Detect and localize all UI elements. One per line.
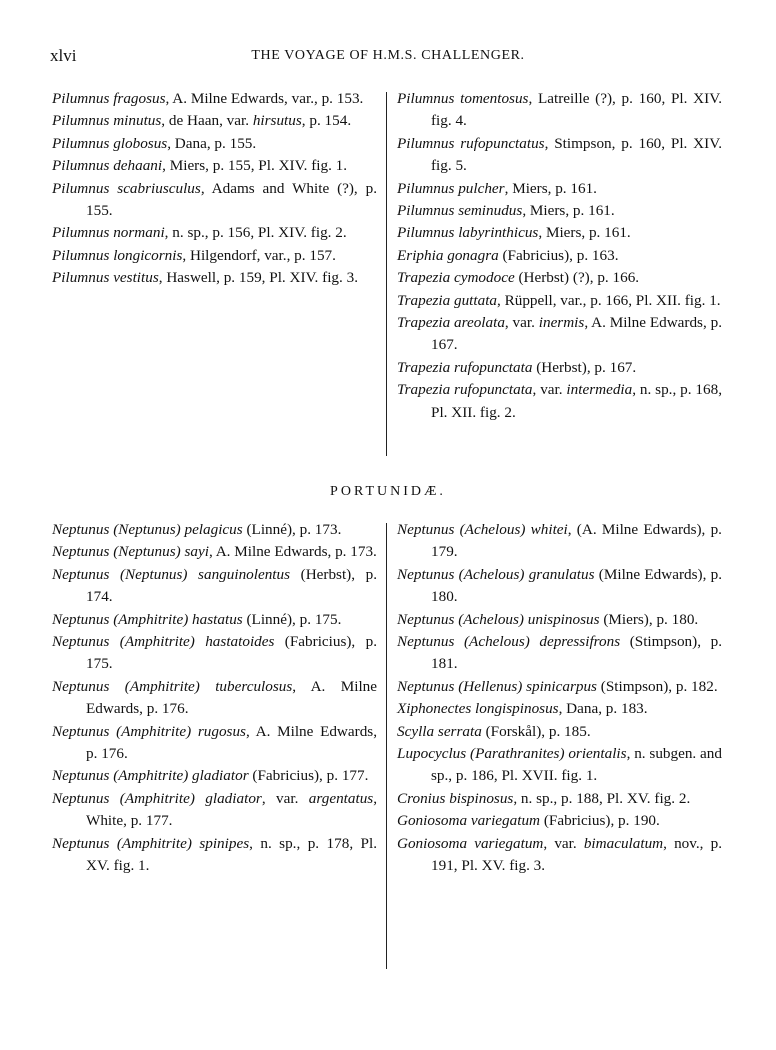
right-column — [397, 519, 722, 878]
species-name: seminudus — [458, 202, 523, 220]
entry-reference: , n. sp., p. 156, Pl. XIV. fig. 2. — [164, 224, 347, 242]
genus-name: Trapezia — [397, 269, 451, 287]
species-name: (Amphitrite) tuberculosus — [124, 677, 293, 695]
entry-reference: , A. Milne Edwards, p. 176. — [86, 722, 378, 763]
index-entry — [397, 222, 722, 244]
variety-name: bimaculatum — [583, 834, 664, 852]
entry-reference: , var. — [504, 314, 539, 332]
index-entry — [52, 564, 377, 609]
index-entry — [397, 312, 722, 357]
index-entry — [397, 788, 722, 810]
entry-reference: , Miers, p. 155, Pl. XIV. fig. 1. — [162, 157, 348, 175]
genus-name: Pilumnus — [52, 269, 110, 287]
index-entry — [397, 676, 722, 698]
entry-reference: (Stimpson), p. 181. — [431, 633, 722, 673]
entry-reference: (Herbst), p. 167. — [532, 358, 637, 376]
index-entry — [397, 290, 722, 312]
species-name: (Neptunus) sayi — [113, 543, 209, 561]
species-name: pulcher — [458, 179, 505, 197]
genus-name: Pilumnus — [397, 90, 455, 107]
index-entry — [397, 698, 722, 720]
index-entry — [397, 267, 722, 289]
genus-name: Neptunus — [52, 834, 110, 852]
genus-name: Neptunus — [52, 789, 110, 807]
index-entry — [52, 721, 377, 766]
species-name: rufopunctatus — [460, 134, 545, 152]
column-divider — [386, 92, 387, 456]
index-entry — [397, 88, 722, 133]
index-entry — [52, 631, 377, 676]
entry-reference: (Herbst) (?), p. 166. — [514, 269, 640, 287]
entry-reference: , (A. Milne Edwards), p. 179. — [431, 521, 722, 561]
entry-reference: (Linné), p. 173. — [242, 521, 342, 538]
genus-name: Neptunus — [397, 565, 455, 583]
genus-name: Pilumnus — [52, 134, 110, 152]
genus-name: Pilumnus — [52, 246, 110, 264]
entry-reference: , de Haan, var. — [161, 112, 253, 130]
left-column — [52, 88, 377, 290]
running-title: THE VOYAGE OF H.M.S. CHALLENGER. — [251, 48, 525, 63]
entry-reference-continued: , White, p. 177. — [86, 789, 377, 830]
species-name: fragosus — [113, 90, 166, 107]
genus-name: Pilumnus — [52, 224, 110, 242]
species-name: normani — [113, 224, 165, 242]
entry-reference: (Fabricius), p. 177. — [248, 767, 369, 785]
species-name: (Achelous) granulatus — [458, 565, 595, 583]
entry-reference: , Rüppell, var., p. 166, Pl. XII. fig. 1. — [497, 291, 721, 309]
entry-reference: , n. sp., p. 178, Pl. XV. fig. 1. — [86, 834, 378, 875]
index-entry — [397, 631, 722, 676]
genus-name: Goniosoma — [397, 834, 468, 852]
index-entry — [397, 609, 722, 631]
genus-name: Neptunus — [397, 610, 455, 628]
species-name: labyrinthicus — [458, 224, 539, 242]
index-entry — [52, 609, 377, 631]
entry-reference: , Dana, p. 155. — [167, 134, 257, 152]
genus-name: Pilumnus — [52, 112, 110, 130]
genus-name: Pilumnus — [397, 224, 455, 242]
entry-reference: (Herbst), p. 174. — [86, 565, 378, 606]
entry-reference: , var. — [543, 834, 584, 852]
genus-name: Pilumnus — [52, 179, 110, 197]
genus-name: Goniosoma — [397, 812, 468, 830]
index-entry — [52, 133, 377, 155]
genus-name: Neptunus — [52, 565, 110, 583]
index-entry — [52, 155, 377, 177]
genus-name: Neptunus — [52, 722, 110, 740]
species-name: variegatum — [470, 812, 541, 830]
species-name: tomentosus — [460, 90, 529, 107]
index-entry — [52, 788, 377, 833]
index-entry — [52, 245, 377, 267]
genus-name: Neptunus — [397, 521, 455, 538]
species-name: (Amphitrite) spinipes — [116, 834, 250, 852]
species-name: scabriusculus — [117, 179, 201, 197]
index-entry — [52, 110, 377, 132]
species-name: cymodoce — [453, 269, 515, 287]
species-name: areolata — [454, 314, 505, 332]
index-entry — [52, 178, 377, 223]
species-name: rufopunctata — [453, 358, 533, 376]
entry-reference: (Stimpson), p. 182. — [596, 677, 718, 695]
species-name: bispinosus — [449, 789, 514, 807]
species-name: (Neptunus) sanguinolentus — [119, 565, 291, 583]
species-name: rufopunctata — [454, 381, 533, 399]
index-entry — [397, 200, 722, 222]
genus-name: Trapezia — [397, 381, 451, 399]
variety-name: inermis — [538, 314, 585, 332]
entry-reference: , Haswell, p. 159, Pl. XIV. fig. 3. — [158, 269, 359, 287]
species-name: (Achelous) whitei — [459, 521, 568, 538]
genus-name: Pilumnus — [397, 179, 455, 197]
entry-reference: , Dana, p. 183. — [558, 700, 648, 718]
variety-name: argentatus — [308, 789, 374, 807]
species-name: (Achelous) unispinosus — [458, 610, 600, 628]
entry-reference: (Fabricius), p. 190. — [540, 812, 660, 830]
index-entry — [52, 676, 377, 721]
page-number: xlvi — [50, 46, 77, 65]
species-name: globosus — [113, 134, 168, 152]
index-entry — [397, 357, 722, 379]
index-entry — [52, 88, 377, 110]
index-entry — [397, 564, 722, 609]
species-name: vestitus — [113, 269, 159, 287]
entry-reference: , Stimpson, p. 160, Pl. XIV. fig. 5. — [431, 134, 722, 175]
genus-name: Neptunus — [52, 610, 110, 628]
entry-reference: , n. subgen. and sp., p. 186, Pl. XVII. fig. 1. — [431, 745, 722, 785]
genus-name: Pilumnus — [52, 157, 110, 175]
entry-reference: (Milne Edwards), p. 180. — [431, 565, 723, 606]
genus-name: Pilumnus — [397, 134, 455, 152]
entry-reference: , Latreille (?), p. 160, Pl. XIV. fig. 4. — [431, 90, 722, 130]
index-entry — [397, 379, 722, 424]
species-name: (Amphitrite) hastatus — [113, 610, 243, 628]
page-header — [0, 46, 776, 68]
species-name: (Amphitrite) gladiator — [119, 789, 262, 807]
entry-reference: (Fabricius), p. 163. — [498, 246, 619, 264]
species-name: (Achelous) depressifrons — [464, 633, 621, 651]
species-name: (Hellenus) spinicarpus — [458, 677, 597, 695]
species-name: guttata — [453, 291, 498, 309]
genus-name: Scylla — [397, 722, 435, 740]
species-name: minutus — [113, 112, 162, 130]
index-entry — [52, 765, 377, 787]
column-divider — [386, 523, 387, 969]
entry-reference: , A. Milne Edwards, p. 176. — [86, 677, 377, 718]
genus-name: Trapezia — [397, 291, 451, 309]
index-entry — [397, 133, 722, 178]
genus-name: Xiphonectes — [397, 700, 472, 718]
genus-name: Neptunus — [52, 521, 110, 538]
species-name: dehaani — [113, 157, 163, 175]
genus-name: Cronius — [397, 789, 446, 807]
entry-reference-continued: , nov., p. 191, Pl. XV. fig. 3. — [431, 834, 723, 875]
species-name: (Parathranites) orientalis — [470, 745, 627, 763]
index-entry — [52, 519, 377, 541]
entry-reference: , Miers, p. 161. — [504, 179, 597, 197]
genus-name: Neptunus — [397, 633, 455, 651]
genus-name: Neptunus — [397, 677, 455, 695]
entry-reference: , Adams and White (?), p. 155. — [86, 179, 378, 220]
species-name: longispinosus — [475, 700, 559, 718]
genus-name: Neptunus — [52, 767, 110, 785]
species-name: (Amphitrite) rugosus — [116, 722, 246, 740]
genus-name: Eriphia — [397, 246, 444, 264]
entry-reference: , Hilgendorf, var., p. 157. — [182, 246, 336, 264]
section-portunidae-list — [0, 519, 776, 969]
species-name: longicornis — [113, 246, 183, 264]
entry-reference: , n. sp., p. 188, Pl. XV. fig. 2. — [513, 789, 691, 807]
index-entry — [397, 519, 722, 564]
species-name: serrata — [437, 722, 482, 740]
genus-name: Lupocyclus — [397, 745, 467, 763]
left-column — [52, 519, 377, 878]
index-entry — [397, 743, 722, 788]
entry-reference: (Fabricius), p. 175. — [86, 633, 377, 673]
variety-name: hirsutus — [252, 112, 302, 130]
genus-name: Trapezia — [397, 358, 451, 376]
entry-reference: , var. — [532, 381, 567, 399]
genus-name: Neptunus — [52, 677, 110, 695]
species-name: gonagra — [447, 246, 499, 264]
index-entry — [397, 178, 722, 200]
species-name: (Neptunus) pelagicus — [113, 521, 243, 538]
species-name: variegatum — [474, 834, 544, 852]
entry-reference-continued: , A. Milne Edwards, p. 167. — [431, 314, 722, 354]
index-entry — [52, 833, 377, 878]
species-name: (Amphitrite) gladiator — [113, 767, 249, 785]
entry-reference: , A. Milne Edwards, p. 173. — [208, 543, 377, 561]
entry-reference: , Miers, p. 161. — [538, 224, 631, 242]
entry-reference: , Miers, p. 161. — [522, 202, 615, 220]
entry-reference-continued: , n. sp., p. 168, Pl. XII. fig. 2. — [431, 381, 722, 421]
right-column — [397, 88, 722, 424]
genus-name: Pilumnus — [52, 90, 110, 107]
variety-name: intermedia — [566, 381, 633, 399]
index-entry — [397, 833, 722, 878]
genus-name: Neptunus — [52, 633, 110, 651]
entry-reference: (Forskål), p. 185. — [481, 722, 591, 740]
entry-reference: , var. — [261, 789, 309, 807]
index-entry — [397, 810, 722, 832]
index-entry — [397, 245, 722, 267]
index-entry — [397, 721, 722, 743]
genus-name: Pilumnus — [397, 202, 455, 220]
index-entry — [52, 541, 377, 563]
genus-name: Trapezia — [397, 314, 451, 332]
entry-reference-continued: , p. 154. — [301, 112, 352, 130]
index-entry — [52, 267, 377, 289]
entry-reference: (Miers), p. 180. — [599, 610, 699, 628]
section-pilumnus-list — [0, 88, 776, 460]
family-heading: PORTUNIDÆ. — [330, 484, 446, 499]
index-entry — [52, 222, 377, 244]
species-name: (Amphitrite) hastatoides — [119, 633, 275, 651]
entry-reference: , A. Milne Edwards, var., p. 153. — [165, 90, 364, 107]
entry-reference: (Linné), p. 175. — [242, 610, 342, 628]
genus-name: Neptunus — [52, 543, 110, 561]
